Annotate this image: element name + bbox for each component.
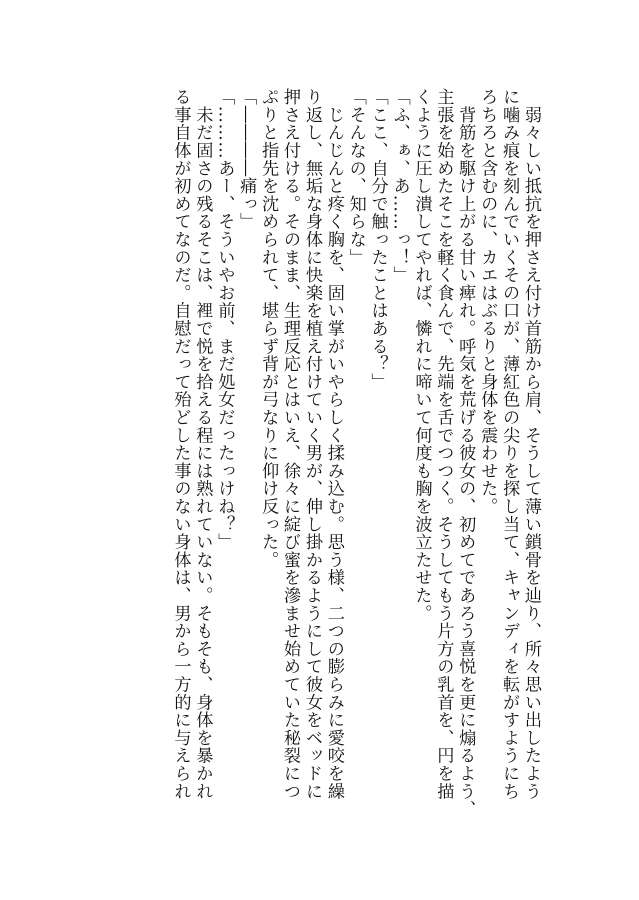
text-line: 「………あー、そういやお前、まだ処女だったっけね？」 (214, 88, 235, 551)
text-line: 主張を始めたそこを軽く食んで、先端を舌でつつく。そうしてもう片方の乳首を、円を描 (433, 88, 454, 800)
text-line: る事自体が初めてなのだ。自慰だって殆どした事のない身体は、男から一方的に与えられ (170, 88, 191, 800)
text-line: 弱々しい抵抗を押さえ付け首筋から肩、そうして薄い鎖骨を辿り、所々思い出したよう (521, 88, 541, 800)
text-line: 背筋を駆け上がる甘い痺れ。呼気を荒げる彼女の、初めてであろう喜悦を更に煽るよう、 (455, 88, 476, 818)
text-line: ぷりと指先を沈められて、堪らず背が弓なりに仰け反った。 (258, 88, 279, 569)
text-line: 「――――痛っ」 (236, 88, 257, 231)
text-line: くように圧し潰してやれば、憐れに啼いて何度も胸を波立たせた。 (411, 88, 432, 622)
text-line: 押さえ付ける。そのまま、生理反応とはいえ、徐々に綻び蜜を滲ませ始めていた秘裂につ (280, 88, 301, 800)
text-line: り返し、無垢な身体に快楽を植え付けていく男が、伸し掛かるようにして彼女をベッドに (301, 88, 322, 800)
vertical-text-body (169, 88, 541, 818)
text-line: 「そんなの、知らな」 (345, 88, 366, 266)
text-line: に噛み痕を刻んでいくその口が、薄紅色の尖りを探し当て、キャンディを転がすようにち (499, 88, 520, 800)
text-line: ろちろと含むのに、カエはぶるりと身体を震わせた。 (477, 88, 498, 516)
text-line: 「ここ、自分で触ったことはある？」 (367, 88, 388, 391)
text-line: 未だ固さの残るそこは、裡で悦を拾える程には熟れていない。そもそも、身体を暴かれ (192, 88, 213, 800)
text-line: 「ふ、ぁ、あ……っ！」 (389, 88, 410, 284)
text-line: じんじんと疼く胸を、固い掌がいやらしく揉み込む。思う様、二つの膨らみに愛咬を繰 (323, 88, 344, 800)
